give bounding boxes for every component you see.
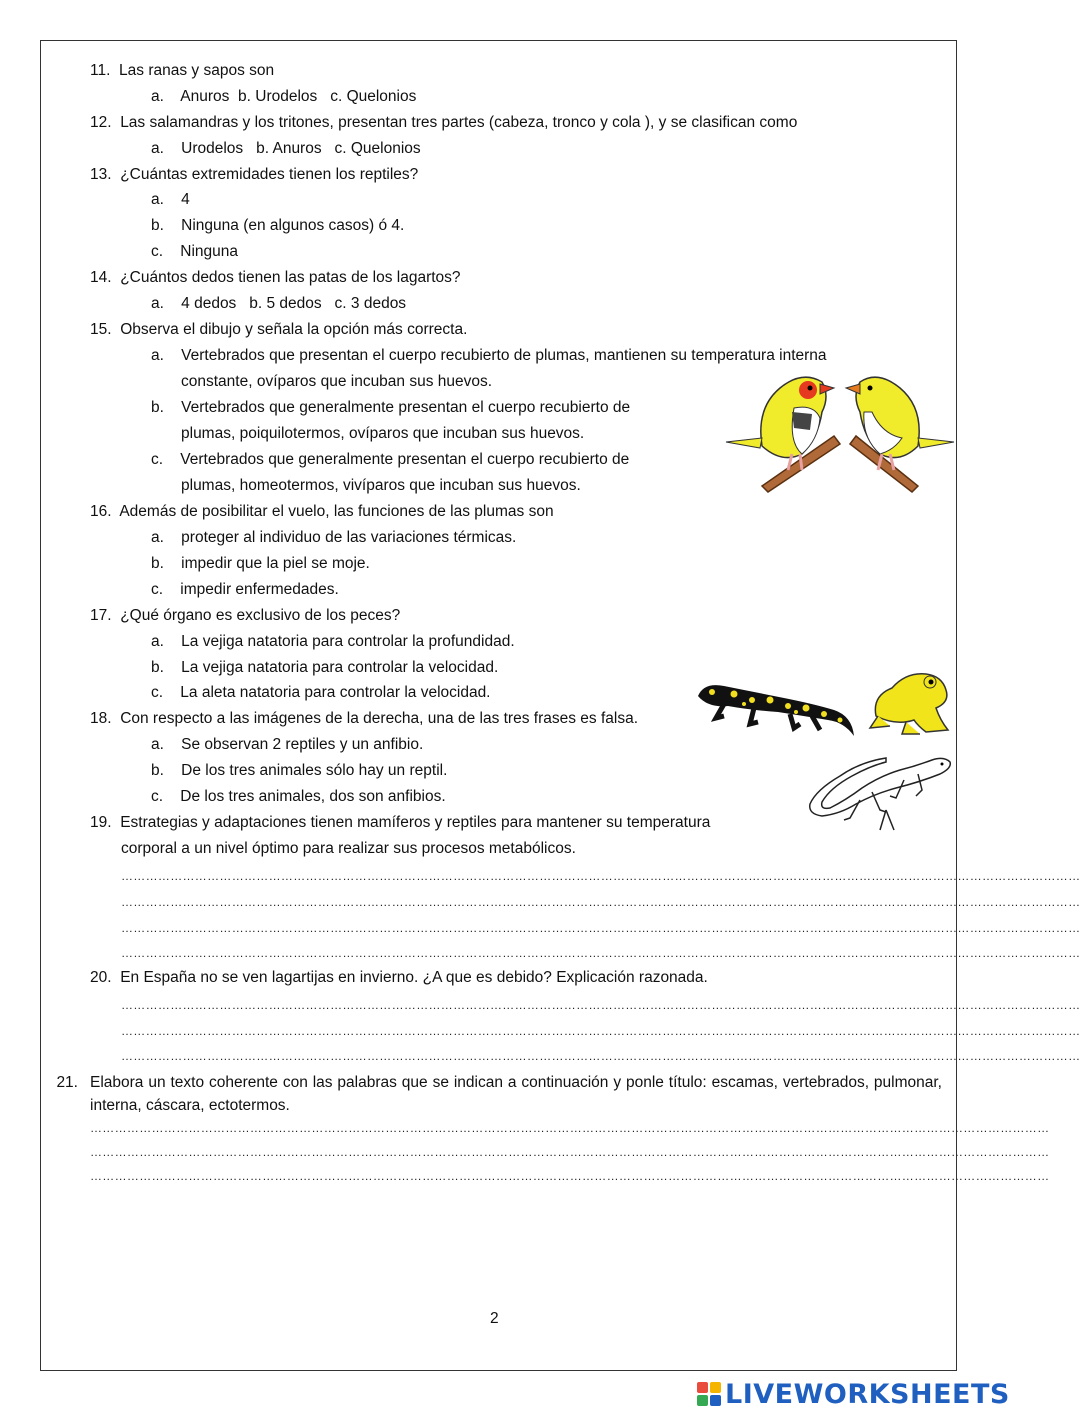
liveworksheets-logo[interactable] xyxy=(697,1378,1010,1410)
q12-options[interactable]: a. Urodelos b. Anuros c. Quelonios xyxy=(151,140,421,157)
question-18: 18. Con respecto a las imágenes de la derecha, una de las tres frases es falsa. xyxy=(90,710,639,727)
question-21: Elabora un texto coherente con las palabras que se indican a continuación y ponle título: escamas, vertebrados, pulmonar, interna, cáscara, ectotermos. xyxy=(90,1074,942,1114)
q21-answer-line-1[interactable]: ……………………………………………………………………………………………………………………………………………………………………………………………………………… xyxy=(90,1121,1050,1135)
q20-answer-line-2[interactable]: ……………………………………………………………………………………………………………………………………………………………………………………………………………… xyxy=(121,1024,1080,1038)
q20-answer-line-1[interactable]: ……………………………………………………………………………………………………………………………………………………………………………………………………………… xyxy=(121,998,1080,1012)
q15-option-a-cont: constante, ovíparos que incuban sus huevos. xyxy=(181,373,493,390)
q15-option-b-cont: plumas, poiquilotermos, ovíparos que incuban sus huevos. xyxy=(181,425,585,442)
brand-name: LIVEWORKSHEETS xyxy=(725,1378,1010,1410)
question-16: 16. Además de posibilitar el vuelo, las funciones de las plumas son xyxy=(90,503,554,520)
q16-option-c[interactable]: c. impedir enfermedades. xyxy=(151,581,339,598)
q17-option-b[interactable]: b. La vejiga natatoria para controlar la velocidad. xyxy=(151,659,499,676)
q19-answer-line-1[interactable]: ……………………………………………………………………………………………………………………………………………………………………………………………………………… xyxy=(121,869,1080,883)
q11-options[interactable]: a. Anuros b. Urodelos c. Quelonios xyxy=(151,88,417,105)
q19-answer-line-4[interactable]: ……………………………………………………………………………………………………………………………………………………………………………………………………………… xyxy=(121,946,1080,960)
q21-answer-line-3[interactable]: ……………………………………………………………………………………………………………………………………………………………………………………………………………… xyxy=(90,1169,1050,1183)
q20-answer-line-3[interactable]: ……………………………………………………………………………………………………………………………………………………………………………………………………………… xyxy=(121,1049,1080,1063)
page-number: 2 xyxy=(490,1310,499,1327)
q15-option-c-cont: plumas, homeotermos, vivíparos que incuban sus huevos. xyxy=(181,477,581,494)
question-19: 19. Estrategias y adaptaciones tienen mamíferos y reptiles para mantener su temperatura xyxy=(90,814,711,831)
q14-options[interactable]: a. 4 dedos b. 5 dedos c. 3 dedos xyxy=(151,295,407,312)
q18-option-a[interactable]: a. Se observan 2 reptiles y un anfibio. xyxy=(151,736,424,753)
q18-option-c[interactable]: c. De los tres animales, dos son anfibios. xyxy=(151,788,446,805)
question-15: 15. Observa el dibujo y señala la opción más correcta. xyxy=(90,321,468,338)
q15-option-c[interactable]: c. Vertebrados que generalmente presentan el cuerpo recubierto de xyxy=(151,451,630,468)
q17-option-c[interactable]: c. La aleta natatoria para controlar la velocidad. xyxy=(151,684,491,701)
q15-option-b[interactable]: b. Vertebrados que generalmente presentan el cuerpo recubierto de xyxy=(151,399,631,416)
question-20: 20. En España no se ven lagartijas en invierno. ¿A que es debido? Explicación razonada. xyxy=(90,969,708,986)
salamander-illustration xyxy=(694,676,858,742)
frog-illustration xyxy=(866,668,956,738)
question-13: 13. ¿Cuántas extremidades tienen los reptiles? xyxy=(90,166,419,183)
q19-text-cont: corporal a un nivel óptimo para realizar sus procesos metabólicos. xyxy=(121,840,576,857)
lizard-illustration xyxy=(800,752,956,838)
q17-option-a[interactable]: a. La vejiga natatoria para controlar la profundidad. xyxy=(151,633,515,650)
question-12: 12. Las salamandras y los tritones, presentan tres partes (cabeza, tronco y cola ), y se clasifican como xyxy=(90,114,798,131)
logo-mark-icon xyxy=(697,1382,721,1406)
question-11: 11. Las ranas y sapos son xyxy=(90,62,275,79)
question-17: 17. ¿Qué órgano es exclusivo de los peces? xyxy=(90,607,401,624)
q13-option-c[interactable]: c. Ninguna xyxy=(151,243,239,260)
q13-option-a[interactable]: a. 4 xyxy=(151,191,190,208)
q19-answer-line-2[interactable]: ……………………………………………………………………………………………………………………………………………………………………………………………………………… xyxy=(121,895,1080,909)
q15-option-a[interactable]: a. Vertebrados que presentan el cuerpo recubierto de plumas, mantienen su temperatura interna xyxy=(151,347,827,364)
q16-option-a[interactable]: a. proteger al individuo de las variaciones térmicas. xyxy=(151,529,517,546)
q19-answer-line-3[interactable]: ……………………………………………………………………………………………………………………………………………………………………………………………………………… xyxy=(121,921,1080,935)
question-14: 14. ¿Cuántos dedos tienen las patas de los lagartos? xyxy=(90,269,461,286)
q13-option-b[interactable]: b. Ninguna (en algunos casos) ó 4. xyxy=(151,217,405,234)
question-21-number: 21. xyxy=(56,1074,78,1091)
birds-illustration xyxy=(722,368,958,492)
q18-option-b[interactable]: b. De los tres animales sólo hay un reptil. xyxy=(151,762,448,779)
q21-answer-line-2[interactable]: ……………………………………………………………………………………………………………………………………………………………………………………………………………… xyxy=(90,1145,1050,1159)
q16-option-b[interactable]: b. impedir que la piel se moje. xyxy=(151,555,370,572)
